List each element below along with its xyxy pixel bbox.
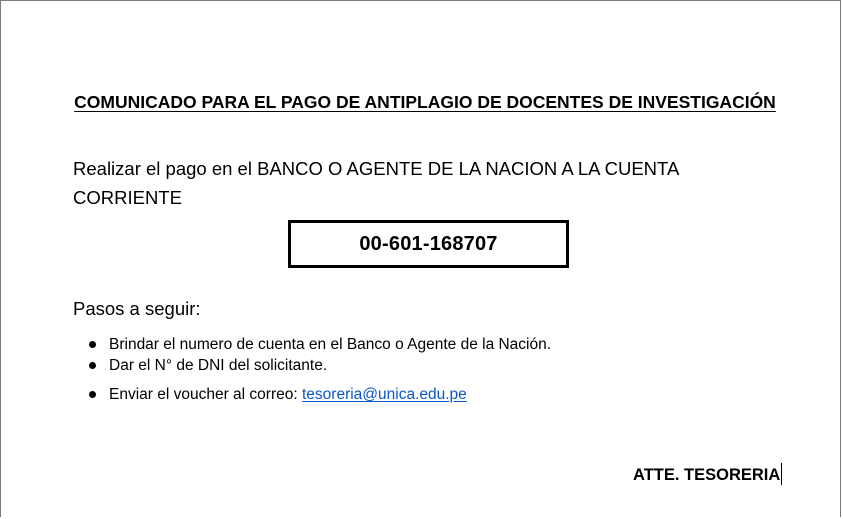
bullet-icon <box>89 341 96 348</box>
list-item <box>89 334 551 355</box>
text-cursor <box>781 463 782 485</box>
signature <box>633 463 782 486</box>
step-text: Enviar el voucher al correo: <box>109 386 302 403</box>
list-item <box>89 384 551 405</box>
email-link[interactable]: tesoreria@unica.edu.pe <box>301 386 467 403</box>
list-item <box>89 355 551 376</box>
step-text: Dar el N° de DNI del solicitante. <box>109 357 328 374</box>
steps-list <box>89 334 551 405</box>
step-text: Brindar el numero de cuenta en el Banco o Agente de la Nación. <box>109 336 552 353</box>
bullet-icon <box>89 391 96 398</box>
steps-heading: Pasos a seguir: <box>73 298 201 319</box>
account-number: 00-601-168707 <box>359 232 498 255</box>
payment-instructions: Realizar el pago en el BANCO O AGENTE DE LA NACION A LA CUENTA CORRIENTE <box>73 158 679 208</box>
bullet-icon <box>89 362 96 369</box>
document-title: COMUNICADO PARA EL PAGO DE ANTIPLAGIO DE DOCENTES DE INVESTIGACIÓN <box>74 92 776 112</box>
signature-text: ATTE. TESORERIA <box>633 466 781 484</box>
account-number-box <box>288 220 569 268</box>
